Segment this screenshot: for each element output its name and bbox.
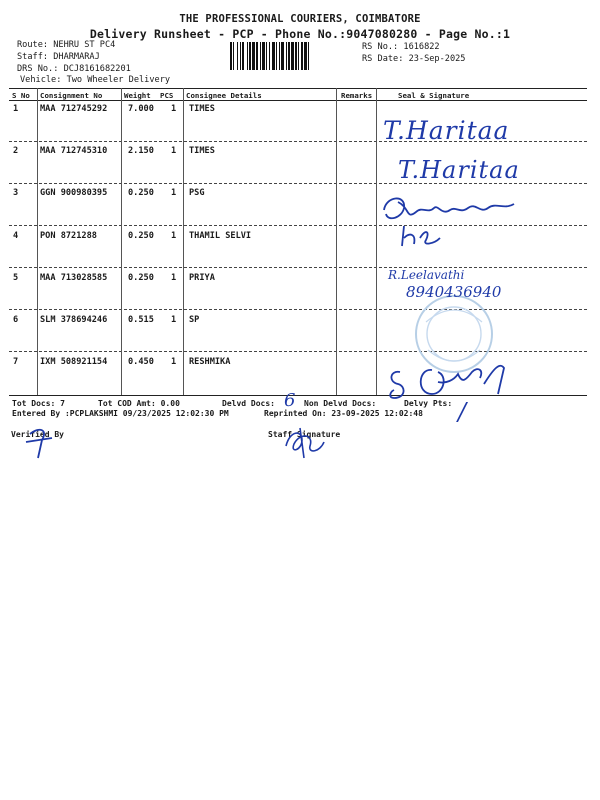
row-4-pcs: 1 <box>171 231 177 241</box>
row-3-consignment: GGN 900980395 <box>40 188 108 198</box>
row-6-weight: 0.515 <box>128 315 154 325</box>
row-5-consignee: PRIYA <box>189 273 215 283</box>
row-divider <box>9 267 587 268</box>
row-4-weight: 0.250 <box>128 231 154 241</box>
row-3-weight: 0.250 <box>128 188 154 198</box>
delivery-points-handwritten: / <box>458 398 467 426</box>
row-5-weight: 0.250 <box>128 273 154 283</box>
route-info: Route: NEHRU ST PC4 <box>17 40 116 50</box>
column-divider <box>37 88 38 395</box>
header-sno: S No <box>12 91 30 100</box>
signature-row-1: T.Haritaa <box>383 116 510 145</box>
total-cod-amount: Tot COD Amt: 0.00 <box>98 399 180 408</box>
row-2-sno: 2 <box>13 146 19 156</box>
row-6-consignee: SP <box>189 315 200 325</box>
header-pcs: PCS <box>160 91 174 100</box>
entered-by: Entered By :PCPLAKSHMI 09/23/2025 12:02:30 PM <box>12 409 229 418</box>
non-delivered-docs-label: Non Delvd Docs: <box>304 399 377 408</box>
signature-row-5: R.Leelavathi <box>388 268 465 282</box>
verified-by-signature <box>22 424 62 462</box>
staff-signature-mark <box>280 424 330 460</box>
total-docs: Tot Docs: 7 <box>12 399 65 408</box>
column-divider <box>336 88 337 395</box>
delivery-points-label: Delvy Pts: <box>404 399 453 408</box>
column-divider <box>183 88 184 395</box>
row-2-consignment: MAA 712745310 <box>40 146 108 156</box>
row-2-weight: 2.150 <box>128 146 154 156</box>
header-seal-signature: Seal & Signature <box>398 91 470 100</box>
row-6-pcs: 1 <box>171 315 177 325</box>
header-consignee: Consignee Details <box>186 91 262 100</box>
staff-info: Staff: DHARMARAJ <box>17 52 100 62</box>
row-2-pcs: 1 <box>171 146 177 156</box>
row-7-pcs: 1 <box>171 357 177 367</box>
row-6-sno: 6 <box>13 315 19 325</box>
row-7-consignment: IXM 508921154 <box>40 357 108 367</box>
signature-row-2: T.Haritaa <box>398 156 520 184</box>
row-4-consignment: PON 8721288 <box>40 231 97 241</box>
header-consignment: Consignment No <box>40 91 103 100</box>
column-divider <box>121 88 122 395</box>
header-remarks: Remarks <box>341 91 373 100</box>
vehicle-info: Vehicle: Two Wheeler Delivery <box>20 75 171 85</box>
barcode <box>230 42 357 70</box>
row-divider <box>9 351 587 352</box>
delivered-docs-handwritten: 6 <box>284 390 296 411</box>
verified-by-label: Verified By <box>11 430 64 439</box>
row-5-pcs: 1 <box>171 273 177 283</box>
row-1-consignee: TIMES <box>189 104 215 114</box>
row-4-sno: 4 <box>13 231 19 241</box>
drs-info: DRS No.: DCJ8161682201 <box>17 64 131 74</box>
row-1-consignment: MAA 712745292 <box>40 104 108 114</box>
row-4-consignee: THAMIL SELVI <box>189 231 252 241</box>
row-5-sno: 5 <box>13 273 19 283</box>
row-7-consignee: RESHMIKA <box>189 357 231 367</box>
staff-signature-label: Staff Signature <box>268 430 341 439</box>
row-1-sno: 1 <box>13 104 19 114</box>
signature-rows-3-4 <box>376 188 526 264</box>
row-3-consignee: PSG <box>189 188 205 198</box>
row-5-consignment: MAA 713028585 <box>40 273 108 283</box>
signature-row-5-phone: 8940436940 <box>406 283 502 301</box>
rs-number: RS No.: 1616822 <box>362 42 440 52</box>
rs-date: RS Date: 23-Sep-2025 <box>362 54 466 64</box>
reprinted-on: Reprinted On: 23-09-2025 12:02:48 <box>264 409 423 418</box>
delivered-docs-label: Delvd Docs: <box>222 399 275 408</box>
row-1-weight: 7.000 <box>128 104 154 114</box>
row-7-sno: 7 <box>13 357 19 367</box>
table-header-rule <box>9 100 587 101</box>
row-3-pcs: 1 <box>171 188 177 198</box>
row-7-weight: 0.450 <box>128 357 154 367</box>
document-title: THE PROFESSIONAL COURIERS, COIMBATORE <box>179 13 421 25</box>
row-2-consignee: TIMES <box>189 146 215 156</box>
row-divider <box>9 309 587 310</box>
row-6-consignment: SLM 378694246 <box>40 315 108 325</box>
header-weight: Weight <box>124 91 151 100</box>
signature-row-7 <box>384 354 524 410</box>
table-top-rule <box>9 88 587 89</box>
row-1-pcs: 1 <box>171 104 177 114</box>
row-3-sno: 3 <box>13 188 19 198</box>
document-subtitle: Delivery Runsheet - PCP - Phone No.:9047080280 - Page No.:1 <box>89 27 511 41</box>
